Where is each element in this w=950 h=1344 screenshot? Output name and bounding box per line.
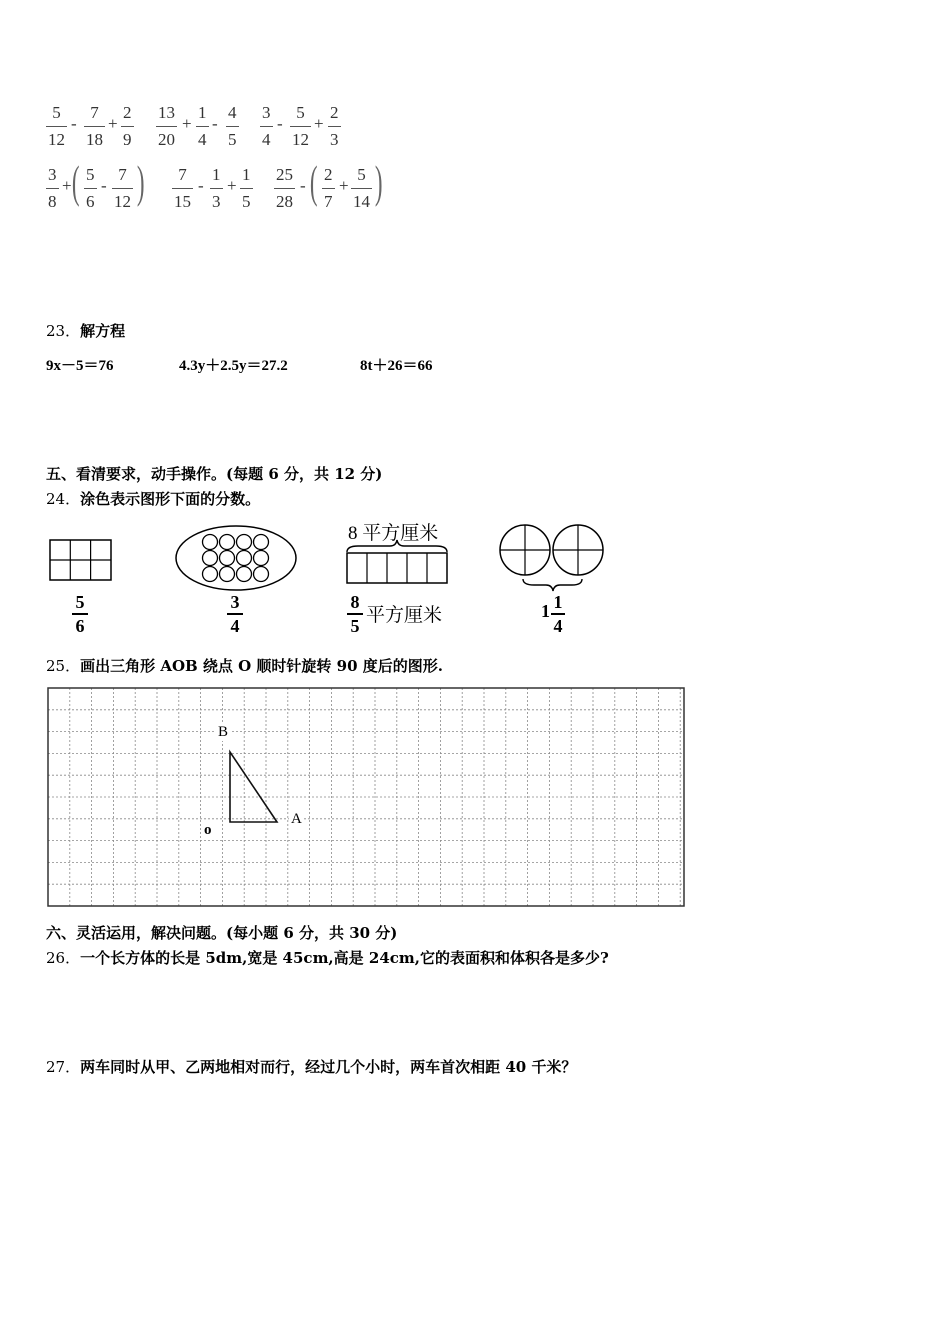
section-5-heading: 五、看清要求，动手操作。(每题 6 分，共 12 分)	[46, 465, 383, 483]
dotted-grid-area	[46, 686, 686, 908]
fraction: 5 6	[86, 165, 95, 211]
left-paren: (	[71, 156, 80, 207]
equation-1: 9x－5＝76	[46, 358, 114, 374]
question-25: 25．画出三角形 AOB 绕点 O 顺时针旋转 90 度后的图形.	[46, 657, 443, 675]
brace-bar-figure	[344, 538, 450, 586]
fraction-label-1: 5 6	[72, 593, 88, 635]
equation-2: 4.3y＋2.5y＝27.2	[179, 358, 288, 374]
question-26: 26．一个长方体的长是 5dm,宽是 45cm,高是 24cm,它的表面积和体积各是多少?	[46, 949, 609, 967]
question-24: 24．涂色表示图形下面的分数。	[46, 490, 261, 508]
equation-3: 8t＋26＝66	[360, 358, 433, 374]
operator: +	[339, 176, 349, 195]
fraction-label-2: 3 4	[227, 593, 243, 635]
area-unit-label: 平方厘米	[366, 605, 443, 626]
fraction: 5 12	[48, 103, 65, 149]
fraction: 3 4	[262, 103, 271, 149]
operator: -	[198, 176, 204, 195]
grid-rectangle-figure	[48, 538, 114, 584]
fraction: 1 4	[198, 103, 207, 149]
operator: -	[101, 176, 107, 195]
operator: -	[277, 114, 283, 133]
question-23: 23．解方程	[46, 322, 126, 340]
right-paren: )	[136, 156, 145, 207]
fraction: 13 20	[158, 103, 175, 149]
operator: +	[314, 114, 324, 133]
right-paren: )	[374, 156, 383, 207]
mixed-number-whole: 1	[541, 601, 550, 621]
point-o-label: o	[201, 822, 215, 839]
operator: -	[300, 176, 306, 195]
fraction: 2 9	[123, 103, 132, 149]
left-paren: (	[309, 156, 318, 207]
fraction: 7 12	[114, 165, 131, 211]
operator: -	[212, 114, 218, 133]
fraction: 1 5	[242, 165, 251, 211]
point-b-label: B	[218, 724, 229, 740]
operator: +	[227, 176, 237, 195]
quartered-circles-figure	[496, 520, 608, 592]
fraction: 3 8	[48, 165, 57, 211]
fraction: 7 18	[86, 103, 103, 149]
fraction: 25 28	[276, 165, 293, 211]
fraction: 4 5	[228, 103, 237, 149]
fraction: 2 7	[324, 165, 333, 211]
question-27: 27．两车同时从甲、乙两地相对而行，经过几个小时，两车首次相距 40 千米？	[46, 1058, 577, 1076]
operator: +	[108, 114, 118, 133]
fraction: 7 15	[174, 165, 191, 211]
fraction: 2 3	[330, 103, 339, 149]
operator: -	[71, 114, 77, 133]
operator: +	[182, 114, 192, 133]
fraction-label-4: 1 4	[551, 593, 565, 635]
section-6-heading: 六、灵活运用，解决问题。(每小题 6 分，共 30 分)	[46, 924, 398, 942]
ellipse-circles-figure	[174, 524, 298, 592]
point-a-label: A	[291, 811, 302, 827]
operator: +	[62, 176, 72, 195]
fraction: 1 3	[212, 165, 221, 211]
area-top-label: 8 平方厘米	[348, 523, 439, 544]
fraction: 5 12	[292, 103, 309, 149]
fraction: 5 14	[353, 165, 370, 211]
fraction-label-3: 8 5	[347, 593, 363, 635]
